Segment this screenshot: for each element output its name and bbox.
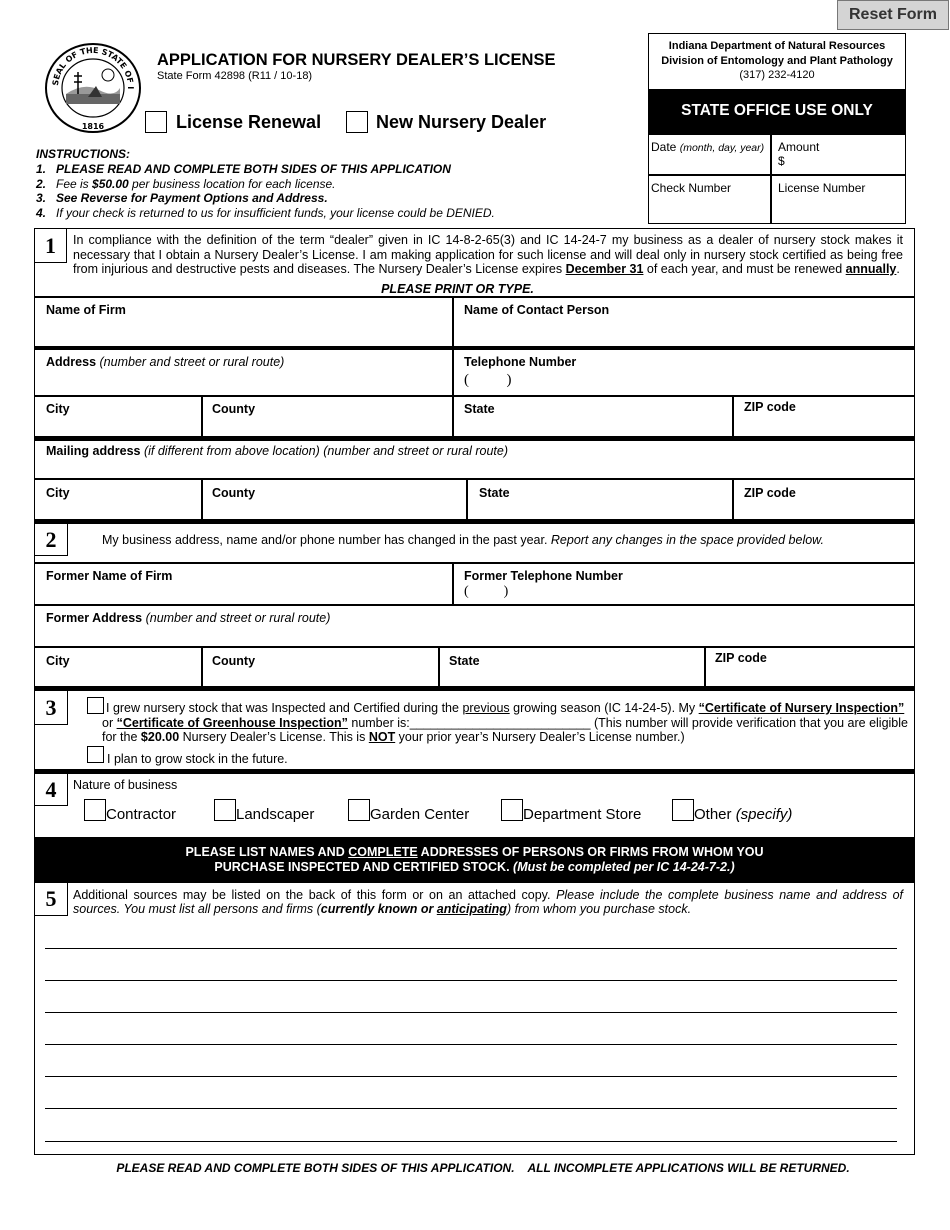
form-number: State Form 42898 (R11 / 10-18) [157,70,313,82]
state-seal [44,42,142,134]
footer-note: PLEASE READ AND COMPLETE BOTH SIDES OF THIS APPLICATION. ALL INCOMPLETE APPLICATIONS WILL BE RETURNED. [116,1161,850,1175]
section-5-number: 5 [35,883,68,916]
business-contractor-option[interactable] [84,799,176,821]
section-2-number: 2 [35,524,68,556]
mailing-state-label: State [479,486,510,500]
former-county-label: County [212,654,256,668]
contractor-checkbox[interactable] [84,799,106,821]
source-line-7[interactable] [45,1141,897,1142]
garden-center-checkbox[interactable] [348,799,370,821]
business-garden-center-option[interactable] [348,799,469,821]
garden-center-label: Garden Center [370,805,470,823]
contact-person-label: Name of Contact Person [464,303,610,317]
source-line-5[interactable] [45,1076,897,1077]
former-city-label: City [46,654,70,668]
office-use-box [648,33,906,224]
section-4-number: 4 [35,774,68,806]
former-name-label: Former Name of Firm [46,569,173,583]
section-3-statement: I grew nursery stock that was Inspected and Certified during the previous growing season (IC 14-24-5). My “Certificate of Nursery Inspection” or “Certificate of Greenhouse Inspection” number is:__________________________ (This number will provide verification that you are eligible for the $20.00 Nursery Dealer’s License. This is NOT your prior year’s Nursery Dealer’s License number.) [102,701,908,744]
section-1-statement: In compliance with the definition of the term “dealer” given in IC 14-8-2-65(3) and IC 14-24-7 my business as a dealer of nursery stock makes it necessary that I obtain a Nursery Dealer’s License. I am making application for such license and will deal only in nursery stock certified as being free from injurious and destructive pests and diseases. The Nursery Dealer’s License expires December 31 of each year, and must be renewed annually. [73,233,903,276]
former-phone-input[interactable]: ( ) [464,584,509,599]
nature-of-business-label: Nature of business [73,778,178,792]
other-checkbox[interactable] [672,799,694,821]
former-phone-label: Former Telephone Number [464,569,623,583]
mailing-zip-label: ZIP code [744,486,796,500]
telephone-input[interactable]: ( ) [464,372,512,388]
new-nursery-dealer-checkbox[interactable] [346,111,368,133]
county-label: County [212,402,256,416]
agency-name: Indiana Department of Natural Resources [668,40,886,52]
address-input[interactable] [40,370,445,394]
date-field-label: Date (month, day, year) [651,140,765,154]
certificate-number-input[interactable]: __________________________ [409,715,591,730]
agency-phone: (317) 232-4120 [739,69,815,81]
check-number-label: Check Number [651,181,732,195]
source-line-4[interactable] [45,1044,897,1045]
seal-year: 1816 [81,122,105,131]
state-label: State [464,402,495,416]
zip-label: ZIP code [744,400,796,414]
license-renewal-checkbox[interactable] [145,111,167,133]
former-state-label: State [449,654,480,668]
department-store-checkbox[interactable] [501,799,523,821]
mailing-city-label: City [46,486,70,500]
department-store-label: Department Store [523,805,642,823]
instructions-heading: INSTRUCTIONS: [36,147,130,161]
instruction-4: 4. If your check is returned to us for insufficient funds, your license could be DENIED. [36,205,495,220]
print-or-type-note: PLEASE PRINT OR TYPE. [381,282,534,296]
mailing-county-label: County [212,486,256,500]
former-address-input[interactable] [40,626,900,644]
agency-division: Division of Entomology and Plant Pathology [661,55,893,67]
instruction-2: 2. Fee is $50.00 per business location for each license. [36,176,336,191]
telephone-label: Telephone Number [464,355,577,369]
city-label: City [46,402,70,416]
svg-text:SEAL OF THE STATE OF INDIANA [44,42,135,89]
instruction-1: 1. PLEASE READ AND COMPLETE BOTH SIDES OF THIS APPLICATION [36,162,451,176]
amount-field-label: Amount $ [778,140,820,168]
office-use-heading: STATE OFFICE USE ONLY [649,89,905,133]
name-of-firm-label: Name of Firm [46,303,126,317]
name-of-firm-input[interactable] [40,318,445,344]
former-address-label: Former Address (number and street or rural route) [46,611,331,625]
mailing-address-label: Mailing address (if different from above location) (number and street or rural route) [46,444,509,458]
seal-text: SEAL OF THE STATE OF I [51,45,136,90]
plan-to-grow-checkbox[interactable] [87,746,104,763]
plan-to-grow-label: I plan to grow stock in the future. [107,751,288,766]
new-nursery-dealer-option[interactable] [346,111,546,133]
former-zip-label: ZIP code [715,651,767,665]
business-landscaper-option[interactable] [214,799,314,821]
purchase-sources-banner: PLEASE LIST NAMES AND COMPLETE ADDRESSES OF PERSONS OR FIRMS FROM WHOM YOU PURCHASE INSPECTED AND CERTIFIED STOCK. (Must be completed per IC 14-24-7-2.) [34,837,915,883]
form-title: APPLICATION FOR NURSERY DEALER’S LICENSE [157,51,556,69]
license-renewal-option[interactable] [145,111,321,133]
new-nursery-dealer-label: New Nursery Dealer [376,111,547,132]
source-line-1[interactable] [45,948,897,949]
plan-to-grow-option[interactable] [87,746,288,766]
landscaper-checkbox[interactable] [214,799,236,821]
license-renewal-label: License Renewal [176,111,322,132]
address-label: Address (number and street or rural route) [46,355,285,369]
landscaper-label: Landscaper [236,805,315,823]
source-line-2[interactable] [45,980,897,981]
instructions-list [36,162,495,220]
business-department-store-option[interactable] [501,799,641,821]
section-3-number: 3 [35,691,68,725]
source-line-6[interactable] [45,1108,897,1109]
contact-person-input[interactable] [458,318,908,344]
mailing-address-input[interactable] [40,459,900,477]
license-number-label: License Number [778,181,866,195]
source-line-3[interactable] [45,1012,897,1013]
reset-form-button[interactable]: Reset Form [837,0,949,30]
contractor-label: Contractor [106,805,177,823]
section-5-statement: Additional sources may be listed on the back of this form or on an attached copy. Please include the complete business name and address of sources. You must list all persons and firms (currently known or anticipating) from whom you purchase stock. [73,888,903,916]
section-1-number: 1 [35,229,67,263]
other-label: Other (specify) [694,805,793,823]
instruction-3: 3. See Reverse for Payment Options and Address. [36,191,328,205]
business-other-option[interactable] [672,799,792,821]
section-2-statement: My business address, name and/or phone number has changed in the past year. Report any changes in the space provided below. [102,533,824,547]
